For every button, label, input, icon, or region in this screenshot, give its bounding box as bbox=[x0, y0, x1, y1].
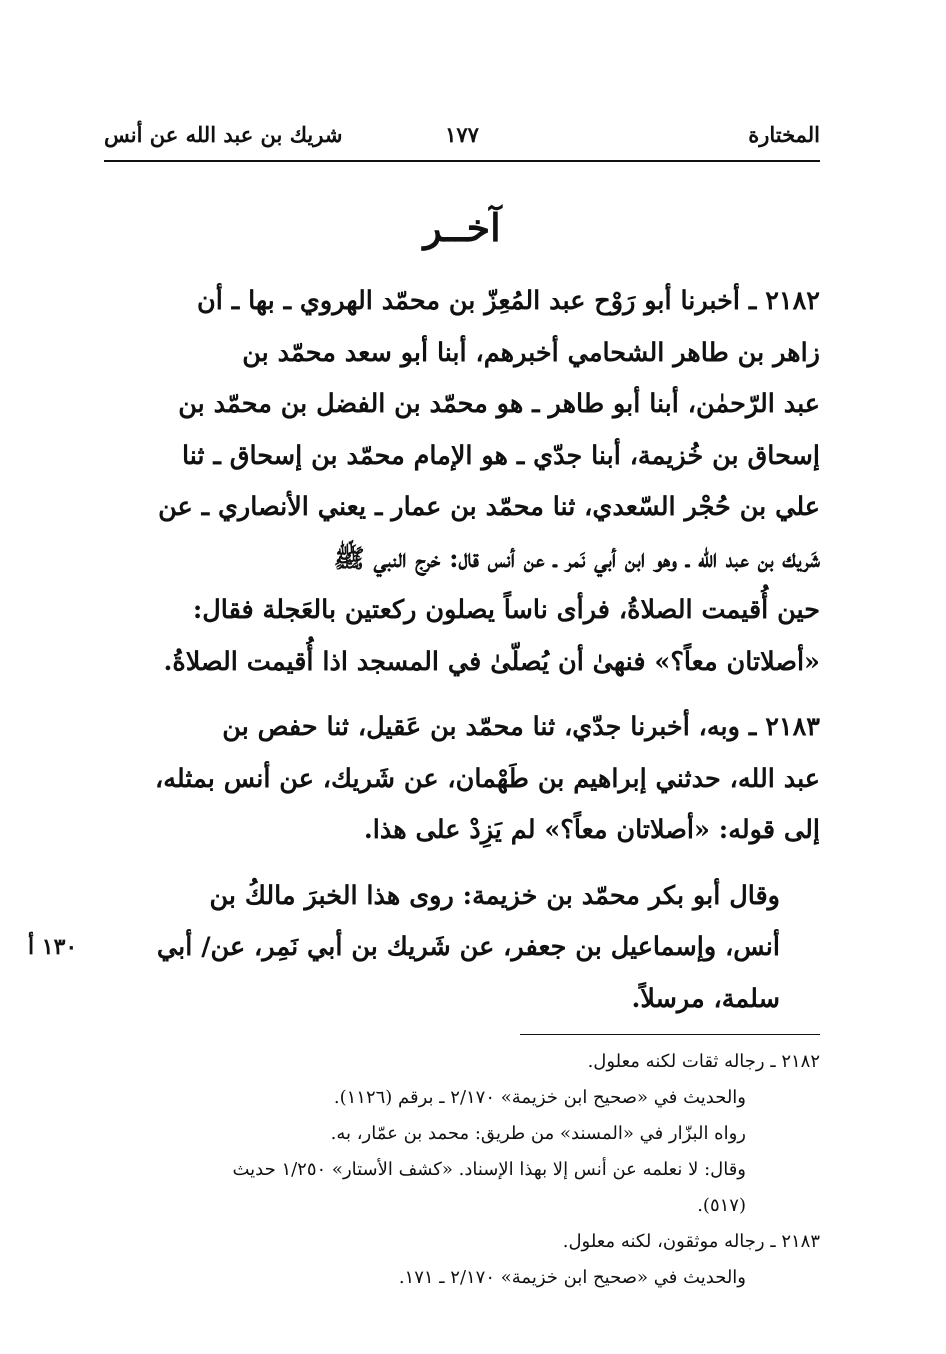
header-chapter-title: شريك بن عبد الله عن أنس bbox=[104, 122, 343, 147]
footnote-line: ٢١٨٣ ـ رجاله موثقون، لكنه معلول. bbox=[562, 1231, 820, 1252]
text-line: أنس، وإسماعيل بن جعفر، عن شَريك بن أبي نَمِر، عن/ أبي bbox=[156, 932, 780, 962]
footnote-line: والحديث في «صحيح ابن خزيمة» ٢/١٧٠ ـ ١٧١. bbox=[398, 1267, 746, 1288]
text-line: ٢١٨٢ ـ أخبرنا أبو رَوْح عبد المُعِزّ بن محمّد الهروي ـ بها ـ أن bbox=[197, 286, 820, 316]
footnote-divider bbox=[520, 1034, 820, 1035]
text-line: شَريك بن عبد الله ـ وهو ابن أبي نَمر ـ عن أنس قال: خرج النبي ﷺ bbox=[333, 543, 820, 574]
manuscript-folio-reference: ١٣٠ أ bbox=[28, 934, 78, 960]
hadith-2183 bbox=[104, 702, 820, 857]
text-line: «أصلاتان معاً؟» فنهىٰ أن يُصلّىٰ في المسجد اذا أُقيمت الصلاةُ. bbox=[163, 646, 820, 677]
text-line: عبد الرّحمٰن، أبنا أبو طاهر ـ هو محمّد بن الفضل بن محمّد بن bbox=[178, 389, 820, 419]
text-line: زاهر بن طاهر الشحامي أخبرهم، أبنا أبو سعد محمّد بن bbox=[242, 337, 820, 368]
footnote-line: رواه البزّار في «المسند» من طريق: محمد بن عمّار، به. bbox=[330, 1123, 746, 1144]
running-header bbox=[104, 118, 820, 158]
footnote-line: وقال: لا نعلمه عن أنس إلا بهذا الإسناد. «كشف الأستار» ١/٢٥٠ حديث bbox=[232, 1159, 746, 1180]
footnotes bbox=[104, 1044, 820, 1296]
text-line: إلى قوله: «أصلاتان معاً؟» لم يَزِدْ على هذا. bbox=[363, 815, 820, 845]
text-line: سلمة، مرسلاً. bbox=[631, 983, 780, 1014]
section-title: آخــر bbox=[423, 205, 501, 250]
footnote-line: والحديث في «صحيح ابن خزيمة» ٢/١٧٠ ـ برقم (١١٢٦). bbox=[333, 1087, 746, 1108]
header-divider bbox=[104, 160, 820, 162]
text-line: ٢١٨٣ ـ وبه، أخبرنا جدّي، ثنا محمّد بن عَقيل، ثنا حفص بن bbox=[222, 712, 820, 742]
text-line: علي بن حُجْر السّعدي، ثنا محمّد بن عمار ـ يعني الأنصاري ـ عن bbox=[158, 492, 820, 522]
main-text bbox=[104, 276, 820, 1025]
commentary-paragraph bbox=[104, 871, 820, 1026]
text-line: إسحاق بن خُزيمة، أبنا جدّي ـ هو الإمام محمّد بن إسحاق ـ ثنا bbox=[181, 440, 820, 471]
footnote-line: ٢١٨٢ ـ رجاله ثقات لكنه معلول. bbox=[587, 1051, 820, 1072]
text-line: وقال أبو بكر محمّد بن خزيمة: روى هذا الخبرَ مالكُ بن bbox=[209, 880, 780, 911]
page-number: ١٧٧ bbox=[445, 122, 479, 147]
header-book-title: المختارة bbox=[748, 122, 820, 147]
text-line: حين أُقيمت الصلاةُ، فرأى ناساً يصلون ركعتين بالعَجلة فقال: bbox=[192, 595, 820, 625]
text-line: عبد الله، حدثني إبراهيم بن طَهْمان، عن شَريك، عن أنس بمثله، bbox=[154, 763, 820, 794]
hadith-2182 bbox=[104, 276, 820, 688]
footnote-line: (٥١٧). bbox=[697, 1195, 746, 1216]
